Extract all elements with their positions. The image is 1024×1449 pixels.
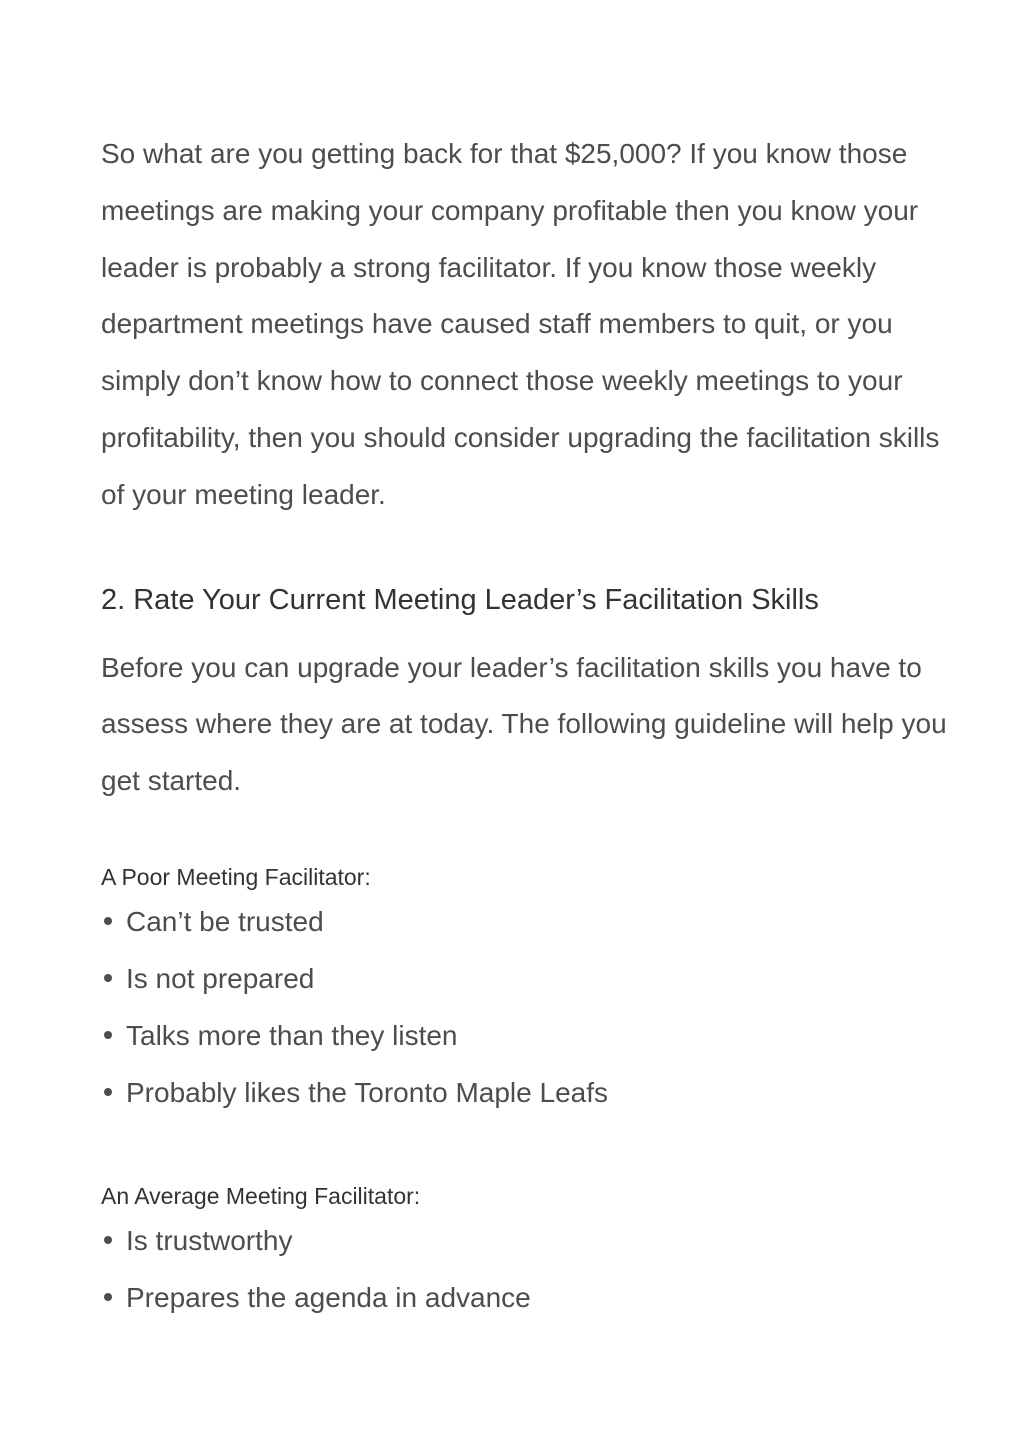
list-item [101,1007,951,1064]
list-item-text: Talks more than they listen [126,1019,458,1051]
bullet-icon [104,1236,112,1244]
intro-paragraph: So what are you getting back for that $25,000? If you know those meetings are making your company profitable then you know your leader is probably a strong facilitator. If you know those weekly department meetings have caused staff members to quit, or you simply don’t know how to connect those weekly meetings to your profitability, then you should consider upgrading the facilitation skills of your meeting leader. [101,138,940,510]
list-item [101,893,951,950]
average-facilitator-label: An Average Meeting Facilitator: [101,1182,421,1209]
list-item [101,950,951,1007]
list-item-text: Is trustworthy [126,1224,293,1256]
list-item [101,1064,951,1121]
average-facilitator-list [101,1212,951,1326]
document-body [101,126,951,1326]
bullet-icon [104,1088,112,1096]
bullet-icon [104,917,112,925]
poor-facilitator-list [101,893,951,1121]
bullet-icon [104,974,112,982]
section-paragraph: Before you can upgrade your leader’s facilitation skills you have to assess where they are at today. The following guideline will help you get started. [101,651,947,797]
poor-facilitator-label: A Poor Meeting Facilitator: [101,863,371,890]
list-item [101,1269,951,1326]
list-item [101,1212,951,1269]
bullet-icon [104,1293,112,1301]
list-item-text: Is not prepared [126,962,315,994]
bullet-icon [104,1031,112,1039]
list-item-text: Can’t be trusted [126,905,324,937]
list-item-text: Probably likes the Toronto Maple Leafs [126,1076,608,1108]
list-item-text: Prepares the agenda in advance [126,1281,531,1313]
section-heading: 2. Rate Your Current Meeting Leader’s Facilitation Skills [101,583,819,616]
